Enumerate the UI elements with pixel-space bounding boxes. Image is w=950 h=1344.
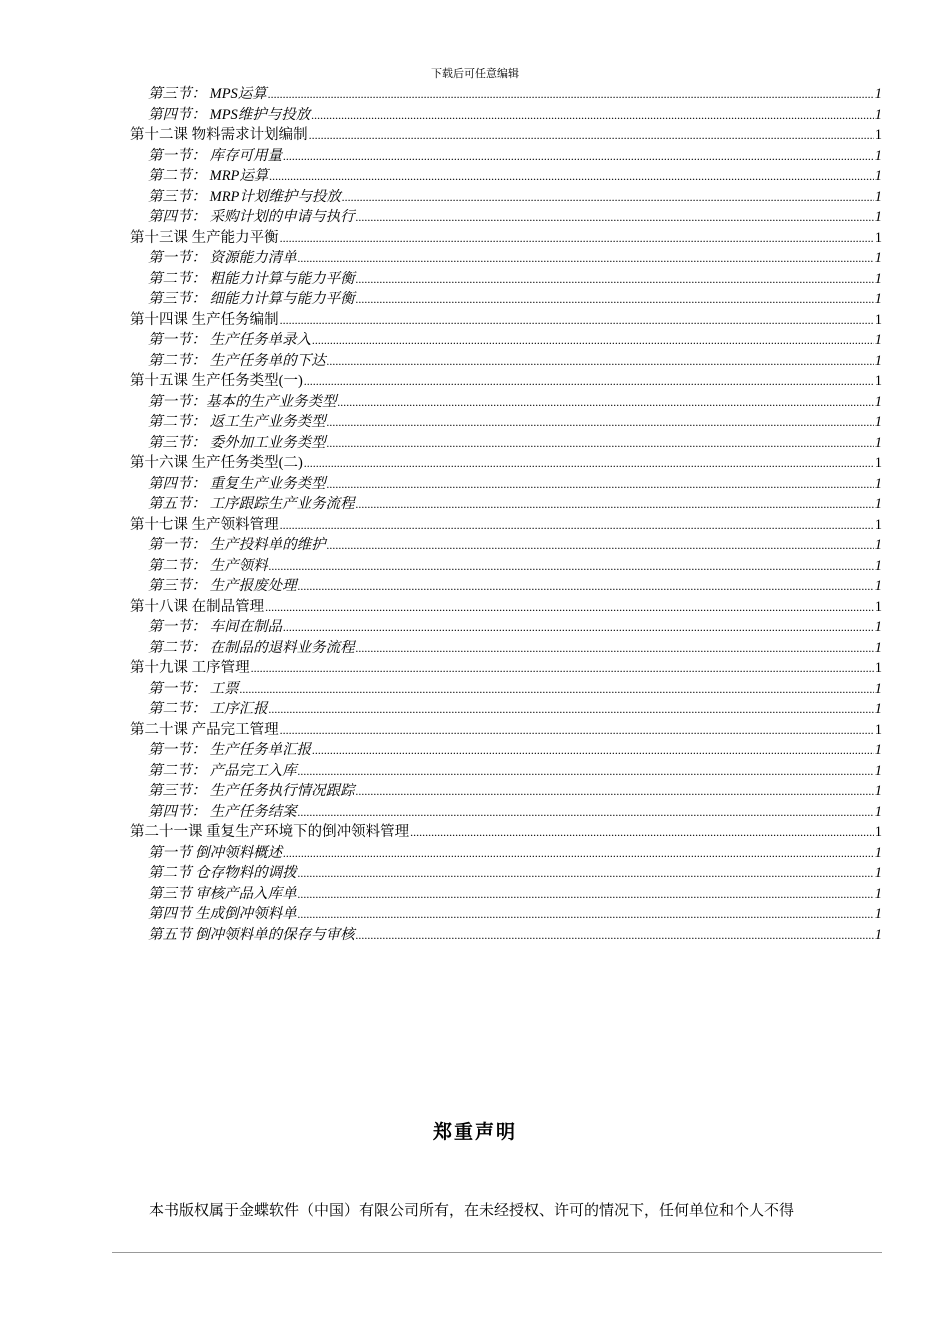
toc-leader-dots bbox=[304, 371, 874, 392]
toc-entry-label: 第二十课 产品完工管理 bbox=[130, 721, 279, 738]
toc-entry-page-number: 1 bbox=[874, 86, 882, 102]
toc-entry-page-number: 1 bbox=[874, 188, 882, 205]
toc-entry-section[interactable] bbox=[130, 392, 882, 413]
toc-leader-dots bbox=[356, 269, 874, 290]
toc-entry-section[interactable] bbox=[130, 617, 882, 638]
toc-entry-section[interactable] bbox=[130, 904, 882, 925]
toc-entry-lesson[interactable] bbox=[130, 515, 882, 536]
toc-leader-dots bbox=[269, 699, 874, 720]
toc-entry-label: 第一节： 生产投料单的维护 bbox=[148, 537, 326, 553]
toc-entry-section[interactable] bbox=[130, 289, 882, 310]
toc-entry-page-number: 1 bbox=[874, 619, 882, 635]
toc-entry-section[interactable] bbox=[130, 330, 882, 351]
toc-entry-label: 第一节： 资源能力清单 bbox=[148, 250, 297, 266]
toc-leader-dots bbox=[309, 125, 874, 146]
toc-leader-dots bbox=[298, 802, 874, 823]
toc-entry-label: 第一节： 工票 bbox=[148, 680, 239, 697]
toc-entry-section[interactable] bbox=[130, 781, 882, 802]
toc-leader-dots bbox=[269, 556, 874, 577]
toc-leader-dots bbox=[298, 904, 874, 925]
toc-leader-dots bbox=[280, 515, 874, 536]
toc-entry-label: 第十二课 物料需求计划编制 bbox=[130, 127, 308, 143]
toc-entry-label: 第二节： 在制品的退料业务流程 bbox=[148, 639, 355, 656]
toc-entry-page-number: 1 bbox=[874, 660, 882, 676]
toc-leader-dots bbox=[298, 761, 874, 782]
toc-entry-page-number: 1 bbox=[874, 332, 882, 348]
toc-leader-dots bbox=[327, 433, 874, 454]
toc-entry-section[interactable] bbox=[130, 843, 882, 864]
toc-entry-section[interactable] bbox=[130, 494, 882, 515]
toc-leader-dots bbox=[338, 392, 874, 413]
toc-entry-page-number: 1 bbox=[874, 147, 882, 164]
toc-entry-label: 第一节 倒冲领料概述 bbox=[148, 844, 283, 861]
toc-leader-dots bbox=[251, 658, 874, 679]
toc-leader-dots bbox=[283, 617, 874, 638]
toc-entry-page-number: 1 bbox=[874, 229, 882, 246]
toc-entry-section[interactable] bbox=[130, 84, 882, 105]
toc-entry-section[interactable] bbox=[130, 679, 882, 700]
toc-entry-label: 第十八课 在制品管理 bbox=[130, 598, 265, 615]
toc-leader-dots bbox=[280, 310, 874, 331]
statement-title: 郑重声明 bbox=[432, 1121, 517, 1143]
toc-entry-page-number: 1 bbox=[874, 844, 882, 861]
toc-entry-page-number: 1 bbox=[874, 168, 882, 184]
toc-entry-page-number: 1 bbox=[874, 127, 882, 143]
toc-entry-lesson[interactable] bbox=[130, 822, 882, 843]
toc-leader-dots bbox=[298, 863, 874, 884]
toc-entry-page-number: 1 bbox=[874, 291, 882, 307]
toc-entry-page-number: 1 bbox=[874, 578, 882, 594]
toc-entry-label: 第十六课 生产任务类型(二) bbox=[130, 455, 303, 471]
toc-entry-label: 第二节： 粗能力计算与能力平衡 bbox=[148, 270, 355, 287]
toc-entry-section[interactable] bbox=[130, 925, 882, 946]
toc-entry-page-number: 1 bbox=[874, 803, 882, 820]
toc-entry-section[interactable] bbox=[130, 207, 882, 228]
toc-entry-page-number: 1 bbox=[874, 783, 882, 799]
toc-leader-dots bbox=[342, 187, 874, 208]
toc-leader-dots bbox=[240, 679, 874, 700]
toc-entry-section[interactable] bbox=[130, 166, 882, 187]
toc-entry-page-number: 1 bbox=[874, 250, 882, 266]
toc-leader-dots bbox=[269, 166, 873, 187]
toc-entry-page-number: 1 bbox=[874, 209, 882, 225]
toc-entry-label: 第二节： 产品完工入库 bbox=[148, 762, 297, 779]
table-of-contents bbox=[130, 84, 882, 945]
toc-entry-page-number: 1 bbox=[874, 906, 882, 922]
toc-entry-section[interactable] bbox=[130, 761, 882, 782]
toc-entry-label: 第三节： 细能力计算与能力平衡 bbox=[148, 291, 355, 307]
toc-entry-label: 第一节： 生产任务单录入 bbox=[148, 332, 312, 348]
toc-entry-label: 第二十一课 重复生产环境下的倒冲领料管理 bbox=[130, 824, 410, 840]
toc-leader-dots bbox=[327, 412, 874, 433]
toc-entry-lesson[interactable] bbox=[130, 125, 882, 146]
toc-leader-dots bbox=[327, 535, 874, 556]
toc-entry-label: 第一节： 车间在制品 bbox=[148, 619, 283, 635]
toc-entry-page-number: 1 bbox=[874, 639, 882, 656]
toc-entry-lesson[interactable] bbox=[130, 597, 882, 618]
toc-entry-section[interactable] bbox=[130, 474, 882, 495]
toc-entry-label: 第四节： MPS维护与投放 bbox=[148, 106, 311, 123]
toc-leader-dots bbox=[312, 330, 874, 351]
toc-entry-page-number: 1 bbox=[874, 106, 882, 123]
toc-leader-dots bbox=[356, 207, 874, 228]
footer-divider bbox=[112, 1252, 882, 1253]
toc-leader-dots bbox=[356, 638, 874, 659]
toc-entry-label: 第一节：基本的生产业务类型 bbox=[148, 393, 337, 410]
toc-entry-label: 第二节： 生产任务单的下达 bbox=[148, 352, 326, 369]
toc-entry-page-number: 1 bbox=[874, 926, 882, 943]
toc-leader-dots bbox=[304, 453, 874, 474]
toc-entry-lesson[interactable] bbox=[130, 453, 882, 474]
toc-entry-section[interactable] bbox=[130, 638, 882, 659]
toc-entry-page-number: 1 bbox=[874, 865, 882, 881]
toc-entry-page-number: 1 bbox=[874, 762, 882, 779]
toc-entry-page-number: 1 bbox=[874, 516, 882, 533]
toc-entry-label: 第二节： 生产领料 bbox=[148, 557, 268, 574]
toc-entry-page-number: 1 bbox=[874, 701, 882, 717]
toc-entry-page-number: 1 bbox=[874, 557, 882, 574]
toc-entry-label: 第三节： 生产任务执行情况跟踪 bbox=[148, 783, 355, 799]
toc-leader-dots bbox=[283, 146, 874, 167]
toc-entry-page-number: 1 bbox=[874, 270, 882, 287]
toc-entry-page-number: 1 bbox=[874, 824, 882, 840]
toc-entry-lesson[interactable] bbox=[130, 371, 882, 392]
toc-entry-label: 第一节： 库存可用量 bbox=[148, 147, 283, 164]
toc-entry-label: 第十三课 生产能力平衡 bbox=[130, 229, 279, 246]
toc-entry-label: 第三节： MRP计划维护与投放 bbox=[148, 188, 341, 205]
toc-leader-dots bbox=[298, 576, 874, 597]
toc-entry-section[interactable] bbox=[130, 187, 882, 208]
toc-entry-section[interactable] bbox=[130, 699, 882, 720]
toc-entry-page-number: 1 bbox=[874, 598, 882, 615]
toc-entry-section[interactable] bbox=[130, 556, 882, 577]
toc-entry-page-number: 1 bbox=[874, 475, 882, 492]
toc-entry-label: 第五节 倒冲领料单的保存与审核 bbox=[148, 926, 355, 943]
toc-entry-label: 第十五课 生产任务类型(一) bbox=[130, 373, 303, 389]
toc-entry-label: 第四节： 重复生产业务类型 bbox=[148, 475, 326, 492]
toc-leader-dots bbox=[356, 289, 874, 310]
toc-entry-section[interactable] bbox=[130, 412, 882, 433]
toc-entry-label: 第三节： 生产报废处理 bbox=[148, 578, 297, 594]
toc-leader-dots bbox=[283, 843, 874, 864]
toc-entry-label: 第十七课 生产领料管理 bbox=[130, 516, 279, 533]
statement-body: 本书版权属于金蝶软件（中国）有限公司所有，在未经授权、许可的情况下，任何单位和个人不得 bbox=[149, 1203, 795, 1219]
toc-leader-dots bbox=[298, 884, 874, 905]
toc-entry-section[interactable] bbox=[130, 248, 882, 269]
toc-leader-dots bbox=[268, 84, 874, 105]
toc-leader-dots bbox=[280, 228, 874, 249]
toc-leader-dots bbox=[312, 740, 874, 761]
toc-entry-lesson[interactable] bbox=[130, 658, 882, 679]
toc-entry-section[interactable] bbox=[130, 884, 882, 905]
toc-leader-dots bbox=[298, 248, 874, 269]
toc-entry-section[interactable] bbox=[130, 802, 882, 823]
toc-entry-lesson[interactable] bbox=[130, 228, 882, 249]
toc-entry-section[interactable] bbox=[130, 535, 882, 556]
toc-entry-lesson[interactable] bbox=[130, 310, 882, 331]
toc-entry-label: 第二节： MRP运算 bbox=[148, 168, 269, 184]
toc-entry-label: 第二节 仓存物料的调拨 bbox=[148, 865, 297, 881]
toc-entry-section[interactable] bbox=[130, 740, 882, 761]
toc-entry-page-number: 1 bbox=[874, 680, 882, 697]
toc-entry-lesson[interactable] bbox=[130, 720, 882, 741]
toc-entry-section[interactable] bbox=[130, 269, 882, 290]
toc-leader-dots bbox=[356, 494, 874, 515]
toc-entry-label: 第二节： 返工生产业务类型 bbox=[148, 414, 326, 430]
toc-entry-page-number: 1 bbox=[874, 311, 882, 328]
toc-entry-label: 第三节： 委外加工业务类型 bbox=[148, 434, 326, 451]
toc-entry-page-number: 1 bbox=[874, 352, 882, 369]
toc-leader-dots bbox=[280, 720, 874, 741]
toc-entry-page-number: 1 bbox=[874, 496, 882, 512]
toc-leader-dots bbox=[327, 351, 874, 372]
toc-leader-dots bbox=[356, 781, 874, 802]
toc-entry-section[interactable] bbox=[130, 105, 882, 126]
toc-leader-dots bbox=[265, 597, 874, 618]
toc-leader-dots bbox=[327, 474, 874, 495]
toc-entry-section[interactable] bbox=[130, 146, 882, 167]
toc-entry-page-number: 1 bbox=[874, 885, 882, 902]
toc-entry-section[interactable] bbox=[130, 863, 882, 884]
toc-entry-section[interactable] bbox=[130, 433, 882, 454]
toc-entry-label: 第四节： 采购计划的申请与执行 bbox=[148, 209, 355, 225]
toc-entry-label: 第五节： 工序跟踪生产业务流程 bbox=[148, 496, 355, 512]
toc-entry-label: 第十四课 生产任务编制 bbox=[130, 311, 279, 328]
toc-entry-label: 第十九课 工序管理 bbox=[130, 660, 250, 676]
toc-leader-dots bbox=[410, 822, 874, 843]
page-header: 下载后可任意编辑 bbox=[431, 68, 519, 80]
toc-entry-label: 第三节： MPS运算 bbox=[148, 86, 267, 102]
toc-entry-page-number: 1 bbox=[874, 373, 882, 389]
toc-entry-page-number: 1 bbox=[874, 414, 882, 430]
toc-entry-page-number: 1 bbox=[874, 742, 882, 758]
toc-leader-dots bbox=[311, 105, 873, 126]
toc-entry-label: 第一节： 生产任务单汇报 bbox=[148, 742, 312, 758]
toc-entry-label: 第三节 审核产品入库单 bbox=[148, 885, 297, 902]
toc-entry-page-number: 1 bbox=[874, 455, 882, 471]
toc-entry-label: 第四节： 生产任务结案 bbox=[148, 803, 297, 820]
toc-entry-page-number: 1 bbox=[874, 393, 882, 410]
toc-entry-label: 第四节 生成倒冲领料单 bbox=[148, 906, 297, 922]
toc-entry-page-number: 1 bbox=[874, 537, 882, 553]
toc-leader-dots bbox=[356, 925, 874, 946]
toc-entry-page-number: 1 bbox=[874, 721, 882, 738]
toc-entry-section[interactable] bbox=[130, 351, 882, 372]
toc-entry-section[interactable] bbox=[130, 576, 882, 597]
toc-entry-page-number: 1 bbox=[874, 434, 882, 451]
toc-entry-label: 第二节： 工序汇报 bbox=[148, 701, 268, 717]
